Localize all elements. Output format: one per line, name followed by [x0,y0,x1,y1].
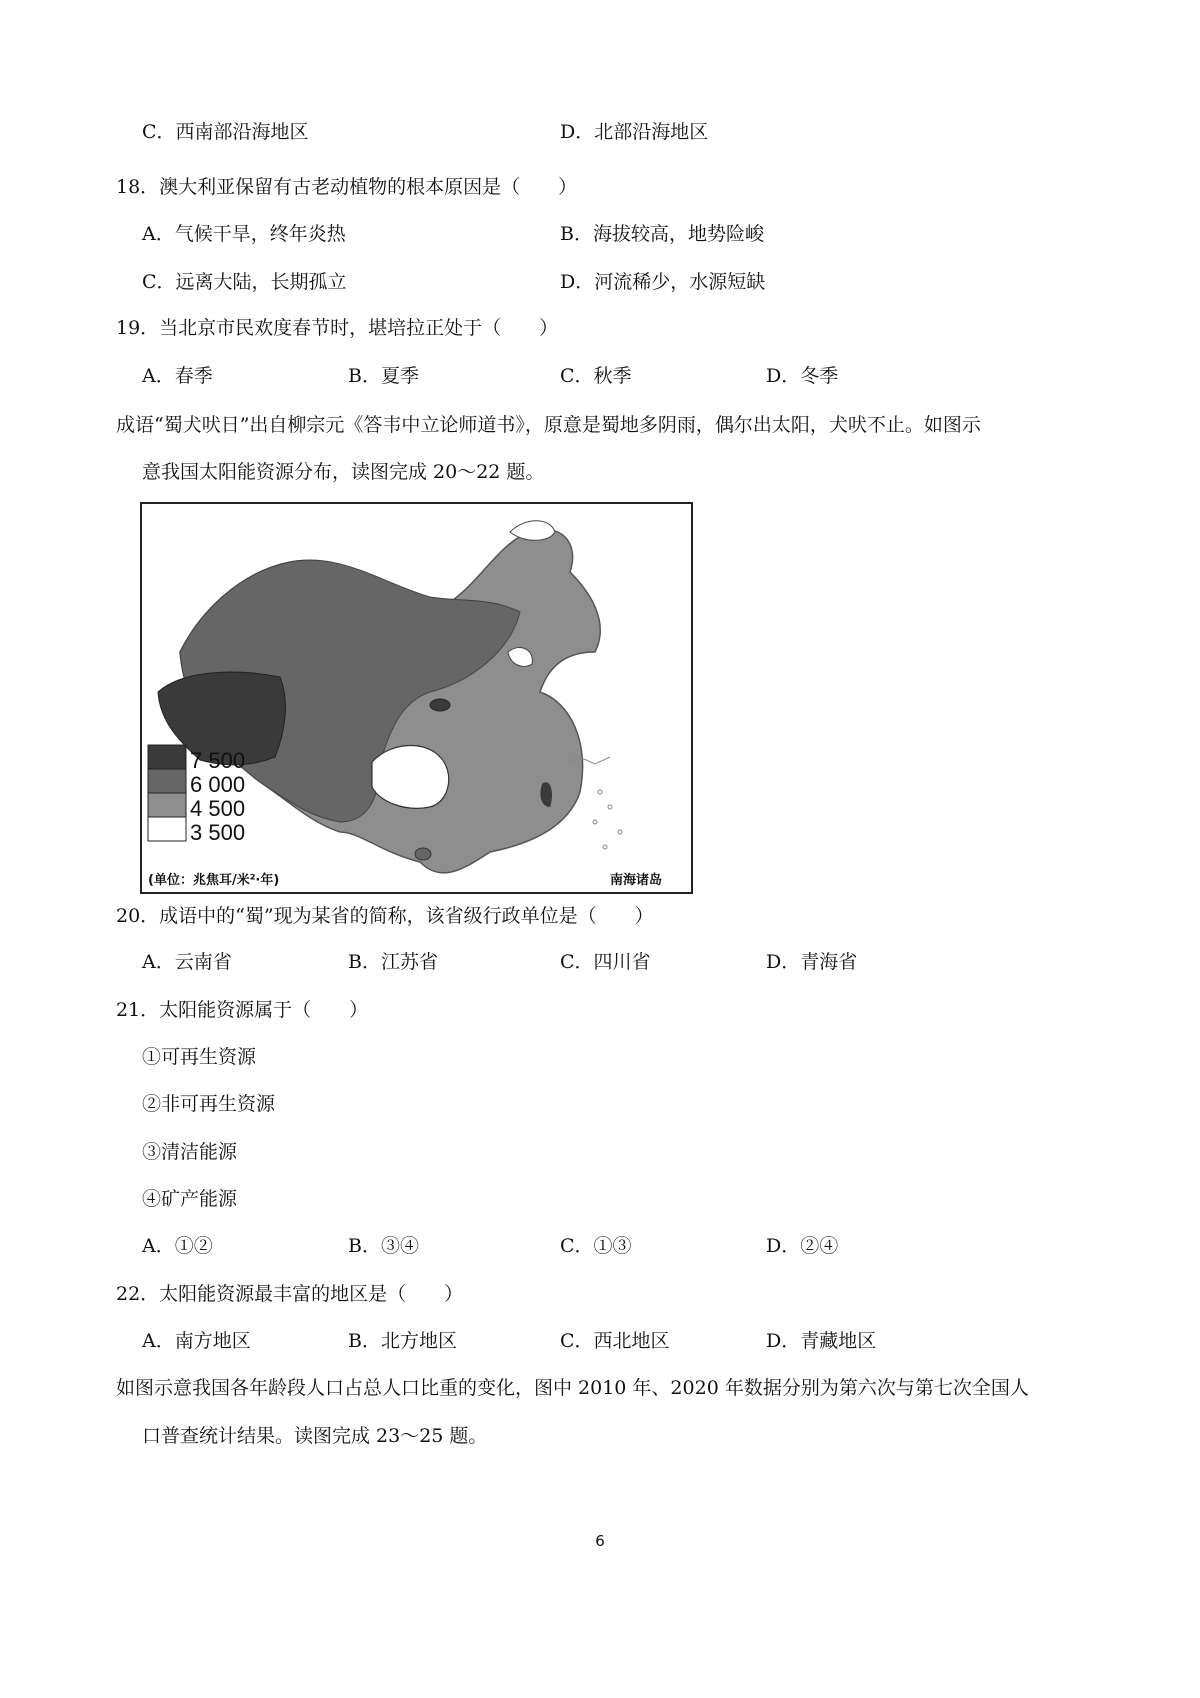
q21-item-4: ④矿产能源 [142,1188,238,1210]
legend-value-3500: 3 500 [190,820,246,845]
q21-option-c: C．①③ [560,1235,632,1257]
solar-resource-map [140,502,693,894]
legend-value-4500: 4 500 [190,796,246,821]
q22-option-d: D．青藏地区 [766,1330,877,1352]
q18-stem: 18．澳大利亚保留有古老动植物的根本原因是（ ） [116,176,578,198]
legend-value-7500: 7 500 [190,748,246,773]
q19-option-d: D．冬季 [766,365,839,387]
q21-option-b: B．③④ [348,1235,419,1257]
intro2-paragraph-line-1: 如图示意我国各年龄段人口占总人口比重的变化，图中 2010 年、2020 年数据分别为第六次与第七次全国人 [116,1377,1029,1399]
q21-item-2: ②非可再生资源 [142,1093,276,1115]
q21-stem: 21．太阳能资源属于（ ） [116,999,369,1021]
q22-stem: 22．太阳能资源最丰富的地区是（ ） [116,1283,464,1305]
q18-option-b: B．海拔较高，地势险峻 [560,223,764,245]
page-number: 6 [595,1532,605,1550]
q19-stem: 19．当北京市民欢度春节时，堪培拉正处于（ ） [116,317,559,339]
intro-paragraph-line-2: 意我国太阳能资源分布，读图完成 20～22 题。 [142,461,545,483]
q21-option-d: D．②④ [766,1235,839,1257]
intro2-paragraph-line-2: 口普查统计结果。读图完成 23～25 题。 [142,1425,488,1447]
q21-item-3: ③清洁能源 [142,1141,238,1163]
q22-option-a: A．南方地区 [142,1330,251,1352]
q22-option-c: C．西北地区 [560,1330,670,1352]
q19-option-c: C．秋季 [560,365,632,387]
q20-option-b: B．江苏省 [348,951,438,973]
inset-label: 南海诸岛 [610,873,663,888]
q19-option-a: A．春季 [142,365,213,387]
map-unit-label: (单位：兆焦耳/米²·年) [148,873,280,888]
legend-value-6000: 6 000 [190,772,246,797]
q20-stem: 20．成语中的“蜀”现为某省的简称，该省级行政单位是（ ） [116,905,654,927]
q20-option-d: D．青海省 [766,951,858,973]
q22-option-b: B．北方地区 [348,1330,457,1352]
q21-item-1: ①可再生资源 [142,1046,257,1068]
q20-option-a: A．云南省 [142,951,232,973]
q21-option-a: A．①② [142,1235,213,1257]
q19-option-b: B．夏季 [348,365,419,387]
q17-option-d: D．北部沿海地区 [560,121,709,143]
q18-option-c: C．远离大陆，长期孤立 [142,271,347,293]
q17-option-c: C．西南部沿海地区 [142,121,309,143]
intro-paragraph-line-1: 成语“蜀犬吠日”出自柳宗元《答韦中立论师道书》，原意是蜀地多阴雨，偶尔出太阳，犬吠不止。如图示 [116,414,981,436]
q20-option-c: C．四川省 [560,951,651,973]
q18-option-d: D．河流稀少，水源短缺 [560,271,766,293]
q18-option-a: A．气候干旱，终年炎热 [142,223,346,245]
zone-3500 [372,746,449,809]
